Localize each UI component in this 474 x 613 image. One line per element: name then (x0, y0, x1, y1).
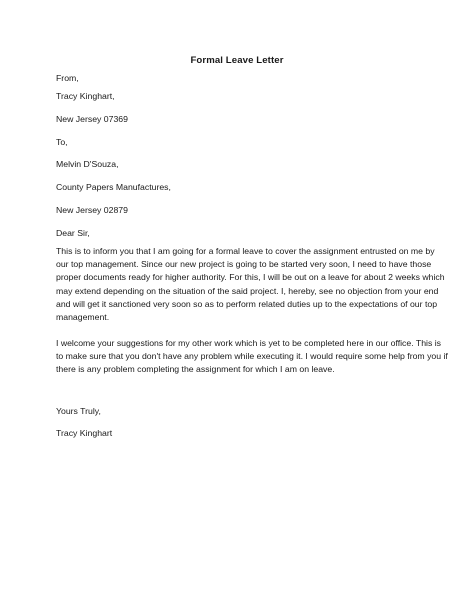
from-label: From, (56, 73, 79, 83)
body-paragraph-1: This is to inform you that I am going for a formal leave to cover the assignment entrusted on me by our top management. Since our new project is going to be started very soon, I need to have those proper documents ready for higher authority. For this, I will be out on a leave for about 2 weeks which may extend depending on the situation of the said project. I, hereby, see no objection from your end and will get it sanctioned very soon so as to perform related duties up to the expectations of our top management. (56, 246, 445, 323)
body-paragraph-2: I welcome your suggestions for my other work which is yet to be completed here in our office. This is to make sure that you don't have any problem while executing it. I would require some help from you if there is any problem completing the assignment for which I am on leave. (56, 338, 448, 375)
closing: Yours Truly, (56, 406, 101, 416)
recipient-address: New Jersey 02879 (56, 205, 128, 215)
sender-address: New Jersey 07369 (56, 114, 128, 124)
to-label: To, (56, 137, 68, 147)
signature-name: Tracy Kinghart (56, 428, 113, 438)
recipient-name: Melvin D'Souza, (56, 159, 119, 169)
salutation: Dear Sir, (56, 228, 90, 238)
sender-name: Tracy Kinghart, (56, 91, 115, 101)
letter-title: Formal Leave Letter (190, 55, 284, 66)
recipient-company: County Papers Manufactures, (56, 182, 171, 192)
